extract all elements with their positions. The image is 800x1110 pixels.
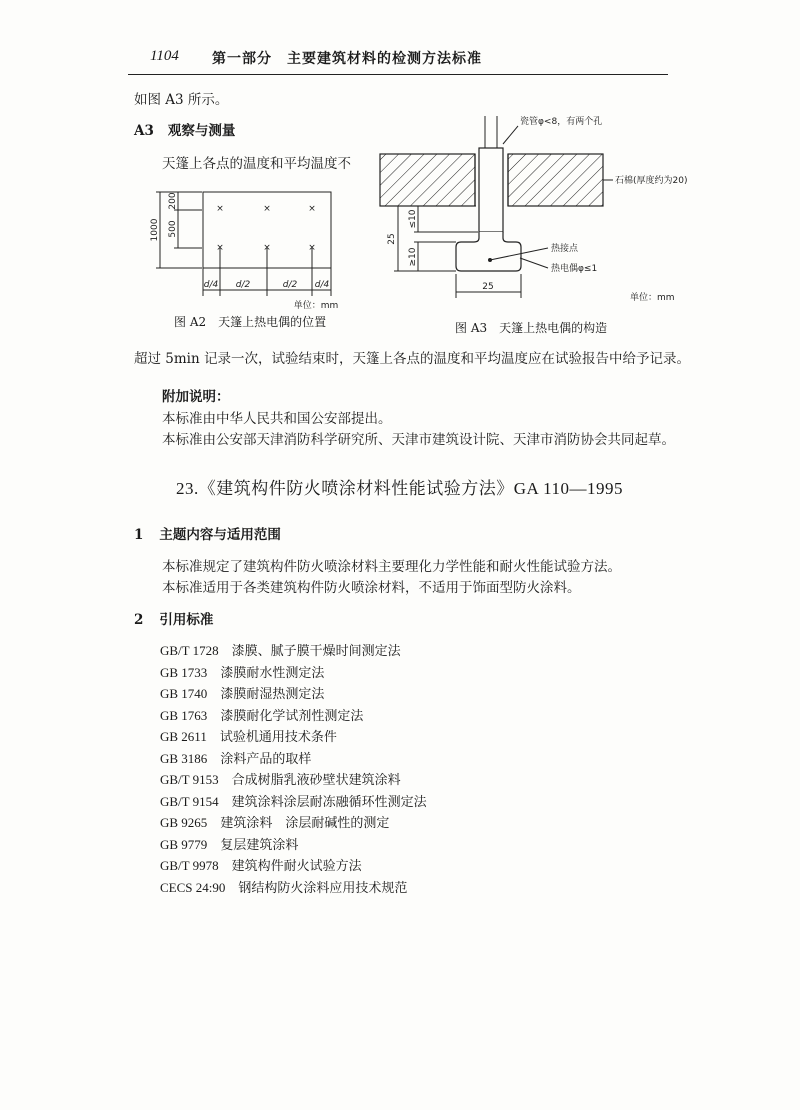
reference-item (160, 749, 427, 771)
reference-name: 漆膜耐化学试剂性测定法 (220, 708, 364, 724)
reference-name: 漆膜耐水性测定法 (220, 665, 325, 681)
a3-unit: 单位：mm (630, 293, 675, 303)
reference-code: GB 1763 (160, 707, 208, 723)
a3-dim-25-h: 25 (482, 282, 494, 292)
a3-heading-text: 观察与测量 (167, 123, 236, 139)
reference-code: GB/T 1728 (160, 643, 219, 658)
header-rule (128, 74, 668, 75)
appendix-line1: 本标准由中华人民共和国公安部提出。 (162, 411, 392, 427)
reference-list (160, 641, 427, 899)
svg-text:×: × (308, 243, 316, 253)
reference-name: 建筑涂料 涂层耐碱性的测定 (220, 816, 390, 831)
appendix-title: 附加说明： (162, 389, 230, 405)
a2-dim-d2-a: d/2 (235, 280, 251, 290)
reference-item (160, 684, 427, 706)
reference-item (160, 813, 427, 835)
section2-num: 2 (134, 612, 144, 628)
reference-item (160, 727, 427, 749)
reference-name: 钢结构防火涂料应用技术规范 (238, 880, 408, 896)
reference-code: GB 9265 (160, 815, 208, 830)
a2-dim-mid: 500 (168, 220, 178, 238)
a2-dim-total: 1000 (150, 218, 160, 242)
svg-text:×: × (216, 204, 224, 214)
a3-sentence-end: 超过 5min 记录一次，试验结束时，天篷上各点的温度和平均温度应在试验报告中给予记录。 (134, 351, 690, 367)
reference-code: GB/T 9154 (160, 793, 219, 809)
reference-item (160, 770, 427, 792)
a3-dim-25-v: 25 (387, 233, 397, 245)
reference-name: 建筑涂料涂层耐冻融循环性测定法 (231, 794, 427, 810)
reference-name: 漆膜、腻子膜干燥时间测定法 (231, 644, 401, 659)
a2-dim-top: 200 (168, 192, 178, 210)
reference-code: GB/T 9153 (160, 772, 219, 787)
reference-code: GB/T 9978 (160, 858, 219, 873)
a3-label-thermocouple: 热电偶φ≤1 (551, 264, 598, 274)
reference-item (160, 856, 427, 878)
section1-heading (134, 525, 281, 545)
a3-dim-le10: ≤10 (408, 209, 418, 229)
a3-sentence-start: 天篷上各点的温度和平均温度不 (162, 156, 351, 172)
section2-title: 引用标准 (159, 612, 214, 628)
svg-text:×: × (263, 243, 271, 253)
reference-code: GB 1740 (160, 686, 208, 701)
running-header-title: 第一部分 主要建筑材料的检测方法标准 (212, 51, 482, 67)
section1-p1: 本标准规定了建筑构件防火喷涂材料主要理化力学性能和耐火性能试验方法。 (162, 559, 621, 575)
reference-name: 复层建筑涂料 (220, 837, 299, 853)
a3-heading (134, 121, 235, 141)
a3-label-asbestos: 石棉(厚度约为20) (615, 176, 688, 186)
a3-dim-ge10: ≥10 (408, 247, 418, 267)
appendix-line2: 本标准由公安部天津消防科学研究所、天津市建筑设计院、天津市消防协会共同起草。 (162, 432, 675, 448)
figure-a2-caption: 图 A2 天篷上热电偶的位置 (174, 315, 327, 329)
intro-line: 如图 A3 所示。 (134, 92, 229, 108)
figure-a3 (368, 108, 698, 328)
section-title: 23.《建筑构件防火喷涂材料性能试验方法》GA 110—1995 (176, 479, 623, 498)
figure-a3-caption: 图 A3 天篷上热电偶的构造 (455, 321, 608, 335)
section1-num: 1 (134, 527, 144, 543)
reference-name: 漆膜耐湿热测定法 (220, 687, 325, 702)
reference-item (160, 835, 427, 857)
reference-code: GB 2611 (160, 729, 207, 744)
reference-name: 涂料产品的取样 (220, 751, 312, 767)
reference-name: 建筑构件耐火试验方法 (231, 859, 362, 874)
a3-heading-num: A3 (134, 123, 154, 139)
reference-item (160, 706, 427, 728)
page-number: 1104 (150, 48, 179, 64)
svg-text:×: × (308, 204, 316, 214)
a2-dim-d4-right: d/4 (314, 280, 330, 290)
a2-dim-d4-left: d/4 (203, 280, 219, 290)
reference-item (160, 878, 427, 900)
section1-title: 主题内容与适用范围 (159, 527, 281, 543)
reference-name: 合成树脂乳液砂壁状建筑涂料 (231, 773, 401, 788)
a2-unit: 单位：mm (293, 301, 339, 311)
svg-text:×: × (216, 243, 224, 253)
reference-item (160, 792, 427, 814)
reference-item (160, 663, 427, 685)
a3-label-hot-junction: 热接点 (551, 244, 579, 254)
reference-item (160, 641, 427, 663)
reference-code: CECS 24:90 (160, 879, 226, 895)
svg-text:×: × (263, 204, 271, 214)
reference-code: GB 9779 (160, 836, 208, 852)
reference-name: 试验机通用技术条件 (219, 730, 337, 745)
section1-p2: 本标准适用于各类建筑构件防火喷涂材料，不适用于饰面型防火涂料。 (162, 580, 581, 596)
section2-heading (134, 610, 213, 630)
reference-code: GB 1733 (160, 664, 208, 680)
a2-dim-d2-b: d/2 (282, 280, 298, 290)
a3-label-tube: 瓷管φ<8，有两个孔 (520, 117, 603, 127)
reference-code: GB 3186 (160, 750, 208, 766)
